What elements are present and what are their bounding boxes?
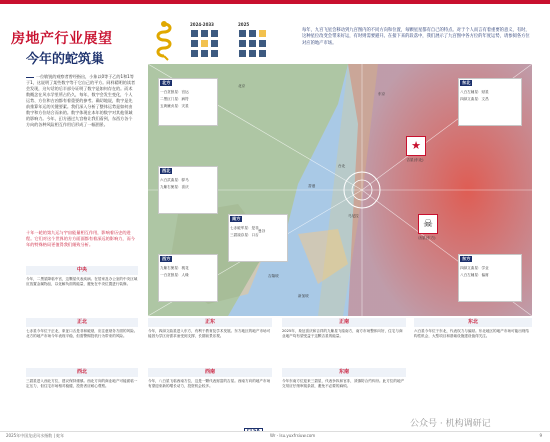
section-northwest: [26, 368, 138, 412]
grid-cell: [258, 39, 267, 48]
section-northwest-title: 西北: [26, 368, 138, 377]
panel-west-line-1: 九紫右弼星：桃花: [160, 266, 189, 270]
panel-north-head: 北方: [162, 80, 171, 85]
panel-north-line-3: 五黄廉贞星：灾星: [160, 104, 189, 108]
section-east-text: 今年，四绿文曲星进入东方，有利于教育及学术发展。东方地区的地产市场可能因为学区房需求而受到支撑，长期前景乐观。: [148, 329, 271, 339]
snake-icon: [150, 20, 178, 62]
icon-label-2: 凶星(东方): [418, 236, 436, 240]
page-subtitle: 今年的蛇筑巢: [26, 52, 105, 67]
panel-northwest-line-2: 九紫右弼星：喜庆: [160, 185, 189, 189]
grid-cell: [258, 29, 267, 38]
grid-cell: [248, 39, 257, 48]
city-label-singapore: 新加坡: [298, 294, 309, 298]
section-south-text: 2025年，象征喜庆和吉祥的九紫星飞临南方，南方市场整体向好，住宅与商业地产均有望受益于这颗吉星的能量。: [282, 329, 403, 339]
panel-south-head: 南方: [232, 216, 241, 221]
city-label-taipei: 台北: [338, 164, 346, 168]
panel-northwest-head: 西北: [162, 168, 171, 173]
section-southwest-text: 今年，八白星飞临西南方位，这是一颗代表财富的吉星。西南方向的地产市场有望迎来新的增长动力，投资机会较多。: [148, 379, 271, 389]
top-right-intro: 每年，九宫飞星会移动到九宫图内的不同方向和位置，每颗星星都有自己的特点。对于个人而言有着重要的意义，有时，这种星位改变会带来好运，有时则需要避开。在接下来的段落中，我们展示了九宫图中各方位的年度运势，请参阅各方位对应的地产市场。: [302, 28, 530, 46]
pull-quote: 十年一轮的第九运与宇宙能量相互作用，影响着历史的进程。它们对这个世界的方方面面都有着深远的影响力，而今年的特殊格局更值得我们细致分析。: [26, 230, 135, 248]
footer-left: 2025年中国龙虎风水指数 | 蛇年: [6, 433, 65, 438]
grid-cell: [190, 39, 199, 48]
footer-bar: [0, 431, 550, 442]
grid-year-1: 2024-2033: [190, 22, 214, 27]
footer-page-number: 9: [539, 433, 542, 438]
grid-cell: [200, 49, 209, 58]
panel-south-line-2: 三碧禄存星：口舌: [230, 233, 259, 237]
page-title: 房地产行业展望: [11, 31, 113, 47]
section-north: [26, 318, 138, 362]
grid-cell: [248, 49, 257, 58]
top-red-bar: [0, 0, 550, 4]
panel-northeast-line-1: 八白左辅星：财星: [460, 90, 489, 94]
grid-cell: [200, 39, 209, 48]
section-southwest: [148, 368, 272, 412]
grid-cell: [238, 39, 247, 48]
section-northeast-text: 六白星今年位于东北，代表权力与偏财。东北地区的地产市场可能出现结构性机会，大型项目和基础设施建设值得关注。: [414, 329, 529, 339]
city-label-bangkok: 曼谷: [258, 229, 266, 233]
city-label-manila: 马尼拉: [348, 214, 359, 218]
section-center: [26, 266, 138, 310]
section-southwest-title: 西南: [148, 368, 272, 377]
grid-cell: [210, 49, 219, 58]
section-east-title: 正东: [148, 318, 272, 327]
grid-cell: [238, 49, 247, 58]
grid-cell: [200, 29, 209, 38]
footer-url: Wr ‑ lsu.yuxfrsiuw.com: [270, 433, 316, 438]
intro-text: [26, 74, 136, 128]
panel-west-head: 西方: [162, 256, 171, 261]
section-southeast: [282, 368, 406, 412]
section-east: [148, 318, 272, 362]
city-label-hongkong: 香港: [308, 184, 316, 188]
section-south: [282, 318, 406, 362]
grid-2025: [238, 29, 268, 59]
city-label-kualalumpur: 吉隆坡: [268, 274, 279, 278]
panel-west-line-2: 一白贪狼星：人缘: [160, 273, 189, 277]
section-center-title: 中央: [26, 266, 138, 275]
panel-south-line-1: 七赤破军星：是非: [230, 226, 259, 230]
grid-cell: [238, 29, 247, 38]
watermark: 公众号 · 机构调研记: [410, 419, 491, 429]
intro-body: 一位敏锐的观察者曾经指出，小象以0等于乙的1和1等于1，这说明了某些数字等于它自己的平方。同样精明的读者会发现，这句话的后半部分证明了数字是如何存在的。而术数概念在风水学里所占仍久，每年，数字会发生变化，个人运势、方位和吉凶都有着重要的参考。确切地说，数字是先前推算年运的关键要素。我们深入分析了整体运势是如何由数字和方位结合而来的。数字体现在本年的数字对其他领域的影响力。今年，幻方通过九宫格让我们看到，东西方各个方向的各种风险相互作用后形成了一幅图景。: [26, 74, 136, 127]
map: [148, 64, 532, 316]
flying-star-grids: [190, 22, 270, 62]
panel-east-line-2: 八白左辅星：偏财: [460, 273, 489, 277]
grid-cell: [258, 49, 267, 58]
grid-2024: [190, 29, 220, 59]
section-northwest-text: 三碧星进入西北方位，建议保持谨慎。西北方向的商业地产可能面临一定压力，但住宅市场相对稳健，投资者应耐心观察。: [26, 379, 138, 389]
panel-north-line-2: 二黑巨门星：病符: [160, 97, 189, 101]
grid-cell: [190, 49, 199, 58]
section-north-title: 正北: [26, 318, 138, 327]
grid-cell: [210, 39, 219, 48]
grid-year-2: 2025: [238, 22, 250, 27]
panel-northeast-line-2: 四绿文曲星：文昌: [460, 97, 489, 101]
city-label-tokyo: 东京: [378, 92, 386, 96]
panel-northwest-line-1: 六白武曲星：驿马: [160, 178, 189, 182]
section-southeast-title: 东南: [282, 368, 406, 377]
section-northeast-title: 东北: [414, 318, 532, 327]
section-northeast: [414, 318, 532, 412]
panel-east-head: 东方: [462, 256, 471, 261]
star-icon: ★: [406, 136, 426, 156]
panel-northeast-head: 东北: [462, 80, 471, 85]
grid-cell: [190, 29, 199, 38]
panel-east-line-1: 四绿文曲星：学业: [460, 266, 489, 270]
section-southeast-text: 今年东南方位迎来三碧星，代表争执和官非，须慎防合约纠纷。此方位的地产交易应仔细审阅条款，避免不必要的麻烦。: [282, 379, 405, 389]
section-south-title: 正南: [282, 318, 406, 327]
city-label-beijing: 北京: [238, 84, 246, 88]
grid-cell: [210, 29, 219, 38]
panel-north-line-1: 一白贪狼星：官运: [160, 90, 189, 94]
grid-cell: [248, 29, 257, 38]
section-center-text: 今年，二黑星降临中宫，这颗星代表疾病。在居家及办公室的中央区域应放置金属物品，以化解负面的能量，避免在中央位置进行装修。: [26, 277, 138, 287]
icon-label-1: 吉星(东北): [406, 158, 424, 162]
section-north-text: 七赤星今年位于正北，象征口舌是非和破财，应注意财务方面的风险。北方的地产市场今年表现平稳，但需警惕投机行为带来的风险。: [26, 329, 138, 339]
skull-icon: ☠: [418, 214, 438, 234]
